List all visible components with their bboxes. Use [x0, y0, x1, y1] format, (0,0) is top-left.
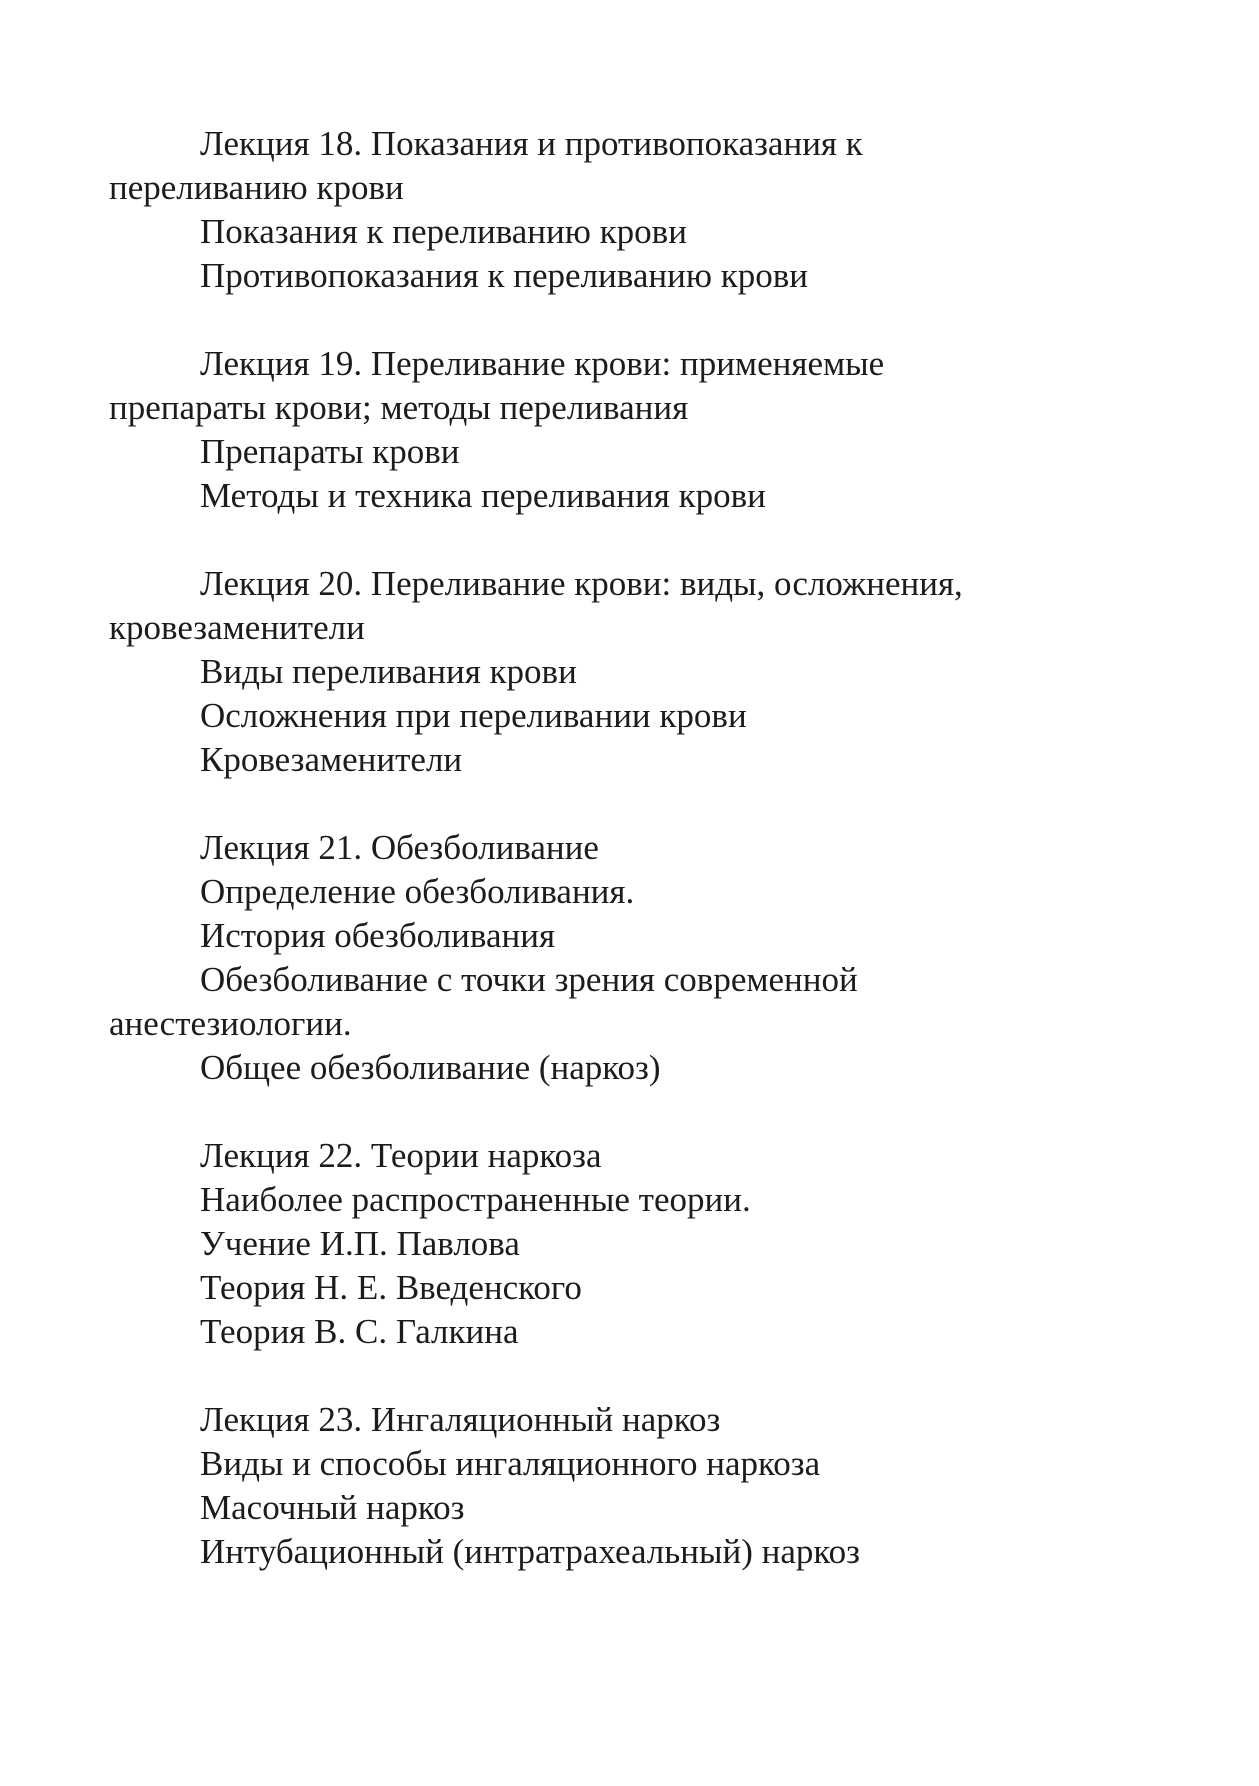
- topic-line: Показания к переливанию крови: [200, 212, 687, 251]
- lecture-section: [109, 562, 1109, 782]
- lecture-title: Лекция 19. Переливание крови: применяемые: [200, 344, 885, 383]
- topic-line: Виды и способы ингаляционного наркоза: [200, 1444, 821, 1483]
- lecture-title: Лекция 23. Ингаляционный наркоз: [200, 1400, 721, 1439]
- topic-line: Кровезаменители: [200, 740, 463, 779]
- topic-line: Интубационный (интратрахеальный) наркоз: [200, 1532, 860, 1571]
- lecture-title: Лекция 21. Обезболивание: [200, 828, 599, 867]
- topic-line: Виды переливания крови: [200, 652, 577, 691]
- topic-line: Учение И.П. Павлова: [200, 1224, 520, 1263]
- lecture-section: [109, 826, 1109, 1090]
- topic-line: Методы и техника переливания крови: [200, 476, 766, 515]
- continuation-line: переливанию крови: [109, 168, 404, 207]
- continuation-line: препараты крови; методы переливания: [109, 388, 689, 427]
- lecture-section: [109, 122, 1109, 298]
- lecture-section: [109, 1398, 1109, 1574]
- topic-line: Масочный наркоз: [200, 1488, 465, 1527]
- topic-line: Теория Н. Е. Введенского: [200, 1268, 582, 1307]
- continuation-line: анестезиологии.: [109, 1004, 352, 1043]
- topic-line: Обезболивание с точки зрения современной: [200, 960, 858, 999]
- topic-line: Препараты крови: [200, 432, 460, 471]
- lecture-section: [109, 342, 1109, 518]
- topic-line: Осложнения при переливании крови: [200, 696, 747, 735]
- topic-line: Теория В. С. Галкина: [200, 1312, 519, 1351]
- lecture-list: [109, 122, 1109, 1618]
- lecture-title: Лекция 18. Показания и противопоказания к: [200, 124, 863, 163]
- topic-line: Противопоказания к переливанию крови: [200, 256, 809, 295]
- topic-line: Определение обезболивания.: [200, 872, 635, 911]
- lecture-title: Лекция 22. Теории наркоза: [200, 1136, 602, 1175]
- lecture-title: Лекция 20. Переливание крови: виды, осложнения,: [200, 564, 963, 603]
- topic-line: Общее обезболивание (наркоз): [200, 1048, 661, 1087]
- lecture-section: [109, 1134, 1109, 1354]
- topic-line: История обезболивания: [200, 916, 556, 955]
- continuation-line: кровезаменители: [109, 608, 365, 647]
- topic-line: Наиболее распространенные теории.: [200, 1180, 751, 1219]
